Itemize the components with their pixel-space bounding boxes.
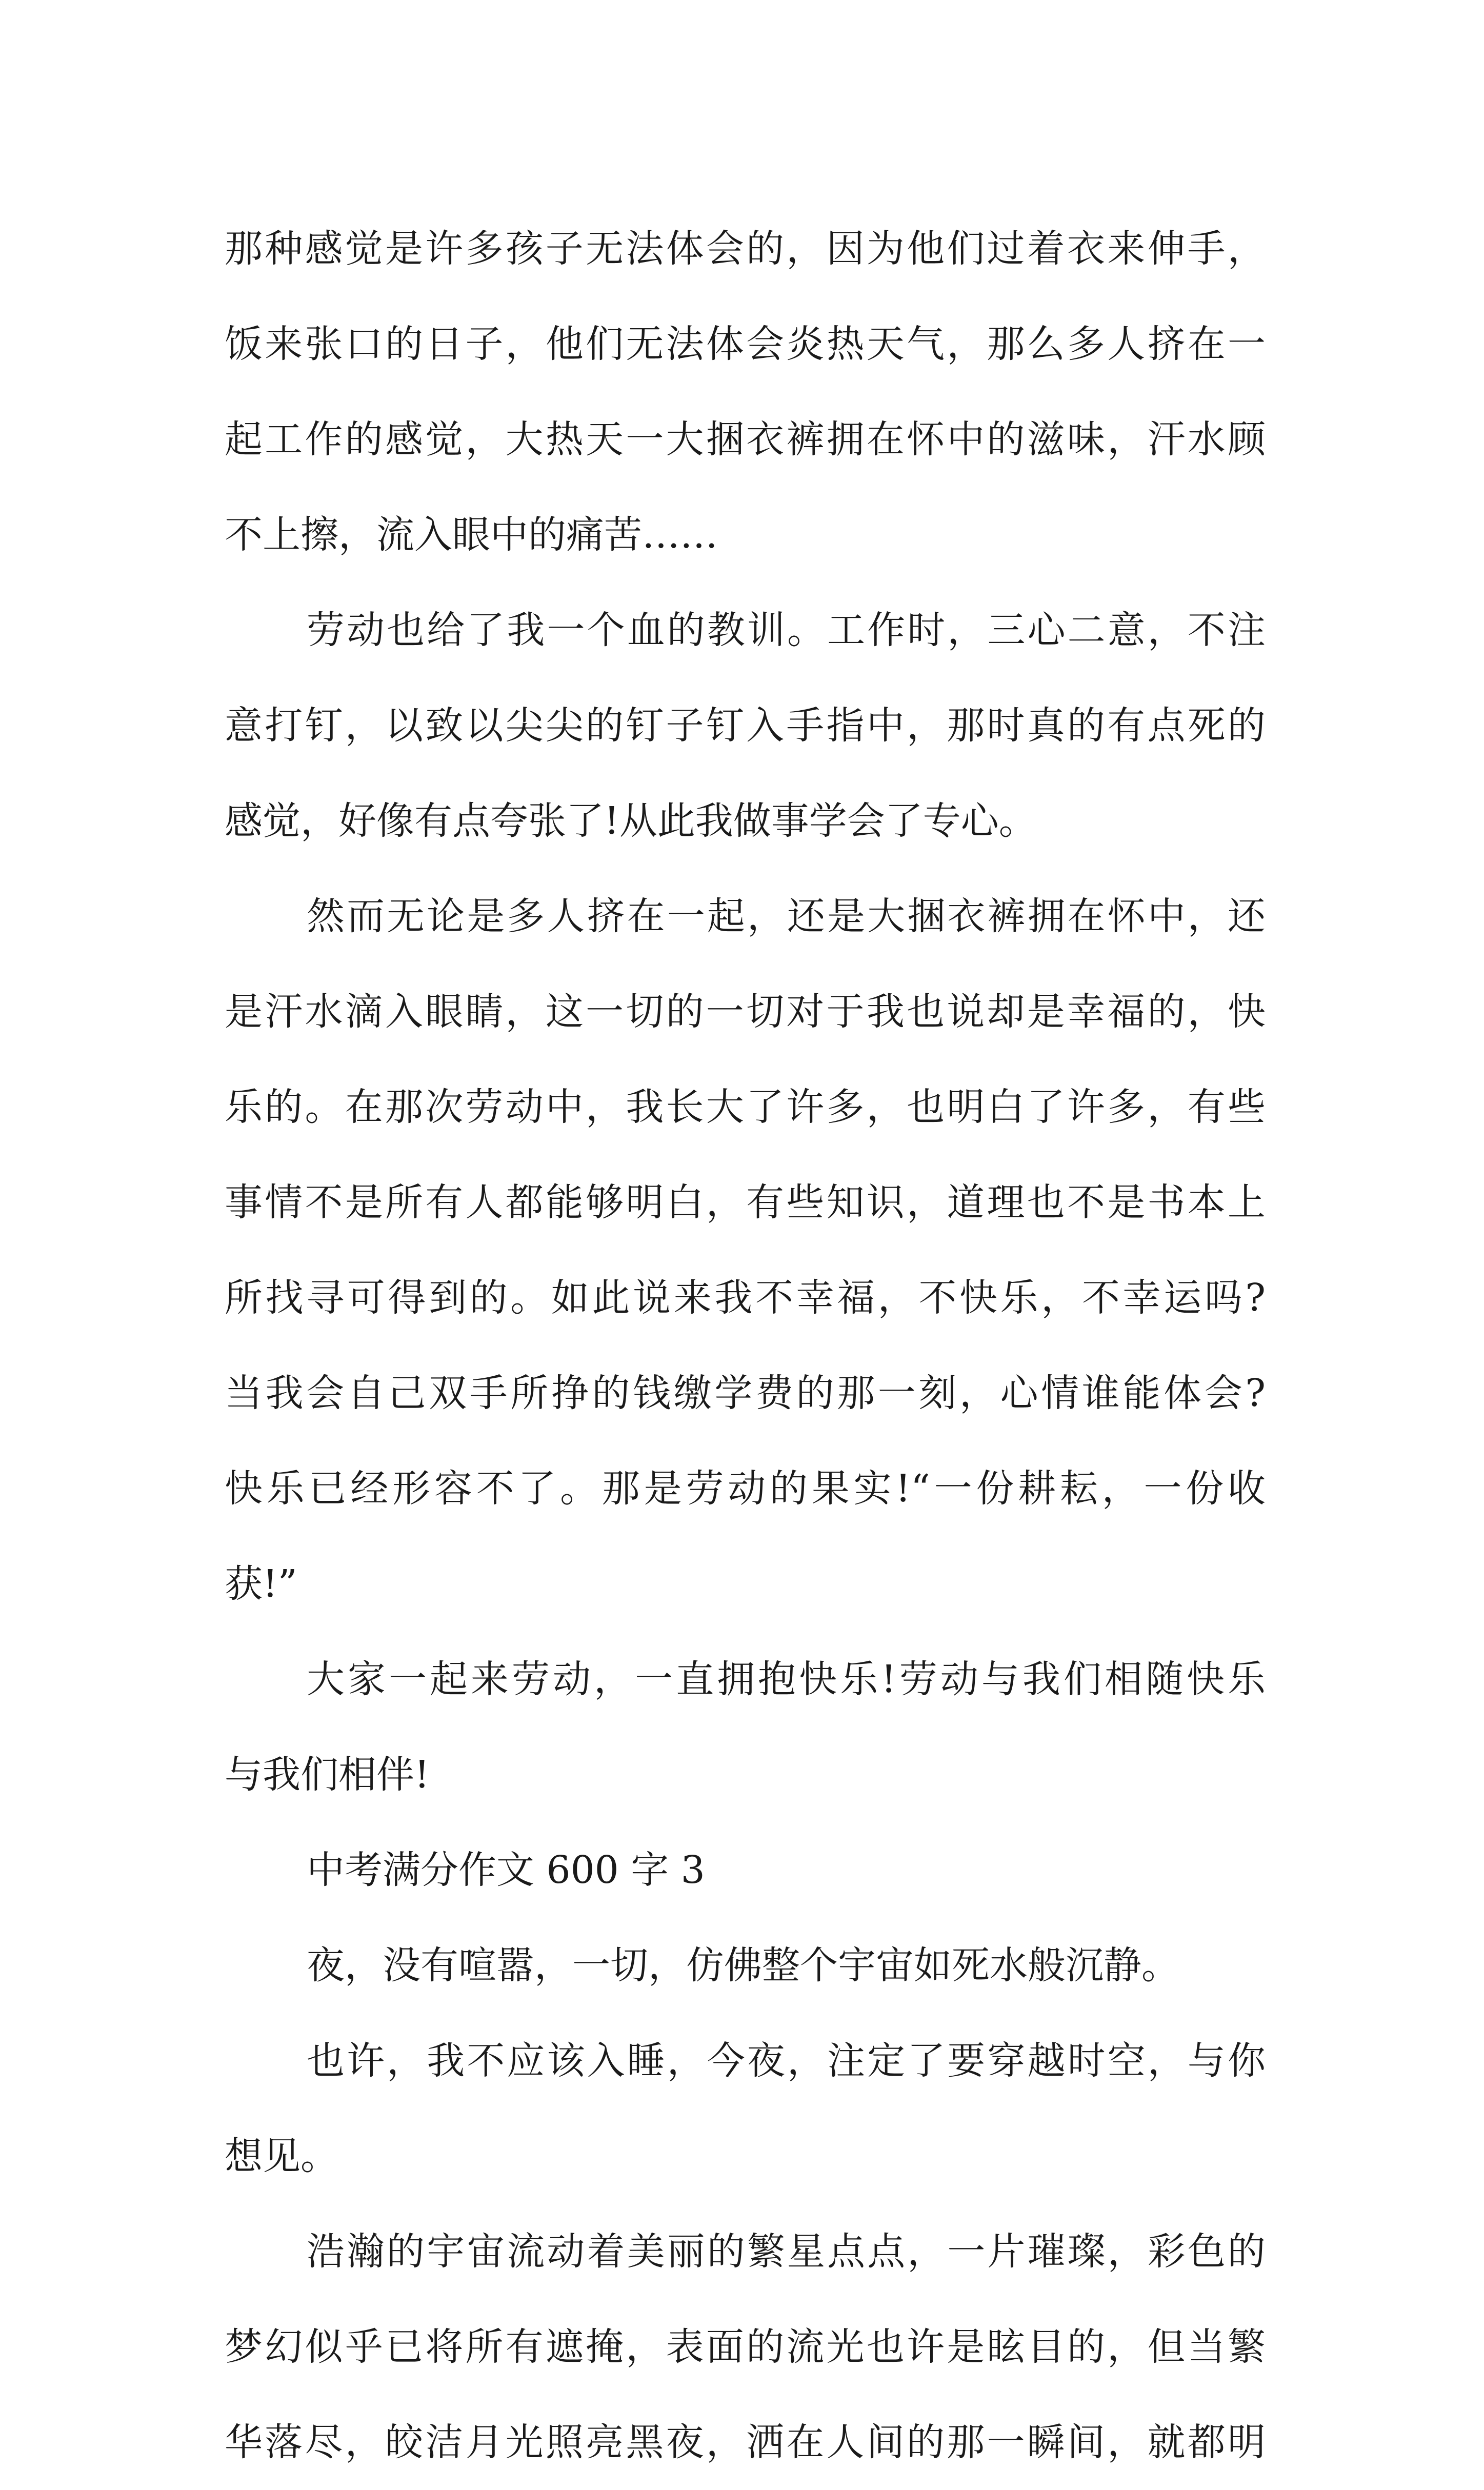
text-line: 感觉，好像有点夸张了!从此我做事学会了专心。 xyxy=(225,799,1037,843)
text-line: 华落尽，皎洁月光照亮黑夜，洒在人间的那一瞬间，就都明 xyxy=(225,2420,1266,2464)
text-line: 想见。 xyxy=(225,2134,338,2178)
text-line: 当我会自己双手所挣的钱缴学费的那一刻，心情谁能体会? xyxy=(225,1371,1266,1415)
text-line: 劳动也给了我一个血的教训。工作时，三心二意，不注 xyxy=(307,608,1266,652)
text-line: 起工作的感觉，大热天一大捆衣裤拥在怀中的滋味，汗水顾 xyxy=(225,417,1266,461)
text-line: 然而无论是多人挤在一起，还是大捆衣裤拥在怀中，还 xyxy=(307,894,1266,938)
text-line: 夜，没有喧嚣，一切，仿佛整个宇宙如死水般沉静。 xyxy=(307,1943,1179,1987)
text-line: 事情不是所有人都能够明白，有些知识，道理也不是书本上 xyxy=(225,1180,1266,1224)
text-line: 乐的。在那次劳动中，我长大了许多，也明白了许多，有些 xyxy=(225,1085,1266,1129)
text-line: 不上擦，流入眼中的痛苦…… xyxy=(225,513,718,557)
text-line: 中考满分作文 600 字 3 xyxy=(307,1848,705,1892)
text-line: 意打钉，以致以尖尖的钉子钉入手指中，那时真的有点死的 xyxy=(225,704,1266,748)
text-line: 所找寻可得到的。如此说来我不幸福，不快乐，不幸运吗? xyxy=(225,1276,1266,1320)
text-line: 梦幻似乎已将所有遮掩，表面的流光也许是眩目的，但当繁 xyxy=(225,2325,1266,2369)
text-line: 获!” xyxy=(225,1562,297,1606)
body-text xyxy=(225,201,1266,2490)
text-line: 浩瀚的宇宙流动着美丽的繁星点点，一片璀璨，彩色的 xyxy=(307,2230,1266,2274)
text-line: 大家一起来劳动，一直拥抱快乐!劳动与我们相随快乐 xyxy=(307,1657,1266,1701)
text-line: 那种感觉是许多孩子无法体会的，因为他们过着衣来伸手， xyxy=(225,227,1266,271)
text-line: 也许，我不应该入睡，今夜，注定了要穿越时空，与你 xyxy=(307,2039,1266,2083)
text-line: 与我们相伴! xyxy=(225,1753,430,1797)
text-line: 是汗水滴入眼睛，这一切的一切对于我也说却是幸福的，快 xyxy=(225,990,1266,1034)
text-line: 快乐已经形容不了。那是劳动的果实!“一份耕耘，一份收 xyxy=(225,1467,1266,1511)
text-line: 饭来张口的日子，他们无法体会炎热天气，那么多人挤在一 xyxy=(225,322,1266,366)
